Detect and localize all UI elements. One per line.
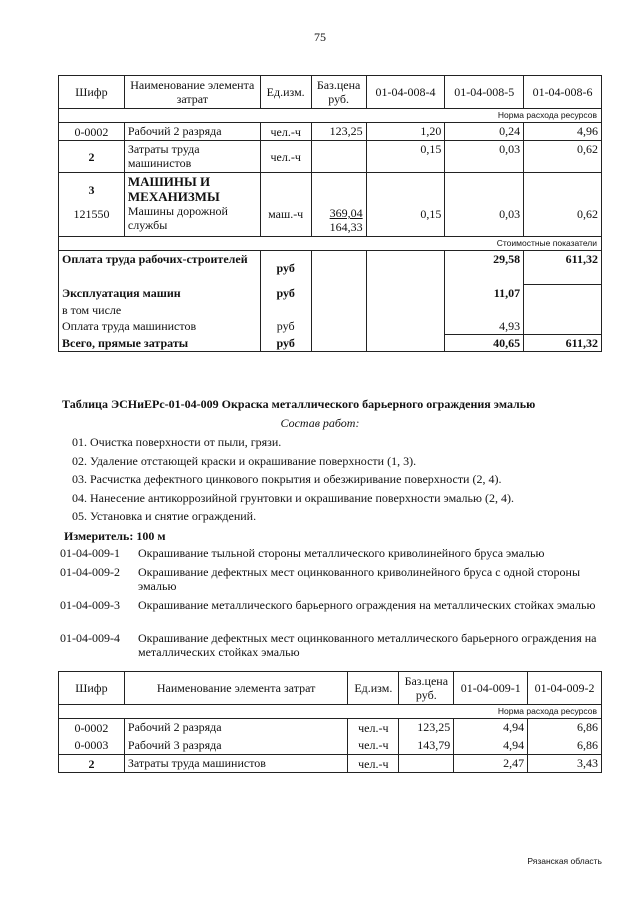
cost-label: Стоимостные показатели [59,237,602,251]
machine-value-3: 0,62 [524,173,602,237]
cost-unit: руб [260,335,311,352]
resource-table-2 [58,671,602,773]
header-unit: Ед.изм. [260,76,311,109]
norm-item [60,631,600,659]
cost-value-2 [445,302,524,318]
table-row [59,755,602,773]
row-price: 123,25 [399,719,454,737]
page-number: 75 [314,30,326,44]
header-code: Шифр [59,672,125,705]
row-name: Затраты труда машинистов [124,141,260,173]
row-name: Рабочий 3 разряда [124,737,347,755]
table-row-machines [59,173,602,237]
machine-name: Машины дорожной службы [127,204,228,232]
cost-unit: руб [260,251,311,285]
norm-label: Норма расхода ресурсов [59,705,602,719]
norm-label: Норма расхода ресурсов [59,109,602,123]
cost-value-3: 611,32 [524,251,602,285]
row-name: Затраты труда машинистов [124,755,347,773]
cost-value-1 [366,285,445,302]
norm-item [60,598,600,612]
header-name: Наименование элемента затрат [124,672,347,705]
cost-unit: руб [260,285,311,302]
cost-value-1 [366,335,445,352]
cost-name: в том числе [59,302,261,318]
machine-value-1: 0,15 [366,173,445,237]
norm-item-text: Окрашивание дефектных мест оцинкованного криволинейного бруса с одной стороны эмалью [138,565,581,593]
cost-value-3 [524,318,602,335]
table-row [59,737,602,755]
row-price [311,141,366,173]
header-col-2: 01-04-009-2 [528,672,602,705]
cost-name: Эксплуатация машин [59,285,261,302]
cost-value-1 [366,251,445,285]
machine-price-top: 369,04 [329,206,363,220]
row-value-1: 0,15 [366,141,445,173]
header-unit: Ед.изм. [348,672,399,705]
row-price: 143,79 [399,737,454,755]
work-item: 01. Очистка поверхности от пыли, грязи. [72,435,282,449]
row-value-2: 0,24 [445,123,524,141]
cost-value-3 [524,285,602,302]
table-row [59,141,602,173]
measure-unit: Измеритель: 100 м [64,529,166,543]
machine-code: 121550 [73,207,110,221]
machine-unit: маш.-ч [260,173,311,237]
cost-name: Всего, прямые затраты [59,335,261,352]
cost-unit [260,302,311,318]
work-list [72,435,514,528]
row-value-3: 4,96 [524,123,602,141]
row-price: 123,25 [311,123,366,141]
norm-item-code: 01-04-009-2 [60,565,120,579]
table-row [59,123,602,141]
header-col-1: 01-04-009-1 [454,672,528,705]
row-unit: чел.-ч [348,719,399,737]
row-name: Рабочий 2 разряда [124,123,260,141]
row-value-1: 4,94 [454,719,528,737]
row-unit: чел.-ч [348,755,399,773]
norm-item-code: 01-04-009-1 [60,546,120,560]
norm-item-text: Окрашивание тыльной стороны металлического криволинейного бруса эмалью [138,546,545,560]
header-name: Наименование элемента затрат [124,76,260,109]
header-col-2: 01-04-008-5 [445,76,524,109]
row-code: 0-0003 [59,737,125,755]
work-item: 02. Удаление отстающей краски и окрашивание поверхности (1, 3). [72,453,417,468]
cost-label-row [59,237,602,251]
work-item: 05. Установка и снятие ограждений. [72,509,257,523]
norm-item [60,546,600,560]
cost-value-3 [524,302,602,318]
cost-value-1 [366,318,445,335]
row-name: Рабочий 2 разряда [124,719,347,737]
resource-table-1 [58,75,602,352]
norm-label-row [59,705,602,719]
row-value-1: 4,94 [454,737,528,755]
row-value-2: 6,86 [528,737,602,755]
cost-value-2: 29,58 [445,251,524,285]
cost-value-3: 611,32 [524,335,602,352]
table-row [59,719,602,737]
norm-item-code: 01-04-009-3 [60,598,120,612]
norm-label-row [59,109,602,123]
cost-value-2: 4,93 [445,318,524,335]
row-value-2: 3,43 [528,755,602,773]
header-price: Баз.цена руб. [399,672,454,705]
row-price [399,755,454,773]
machine-value-2: 0,03 [445,173,524,237]
table-header-row [59,672,602,705]
table-title: Таблица ЭСНиЕРс-01-04-009 Окраска металлического барьерного ограждения эмалью [62,397,536,411]
row-code: 0-0002 [59,719,125,737]
row-value-2: 0,03 [445,141,524,173]
section-title: МАШИНЫ И МЕХАНИЗМЫ [127,174,220,204]
cost-value-2: 11,07 [445,285,524,302]
row-value-3: 0,62 [524,141,602,173]
row-code: 2 [59,141,125,173]
header-code: Шифр [59,76,125,109]
row-code: 2 [59,755,125,773]
cost-value-2: 40,65 [445,335,524,352]
row-unit: чел.-ч [348,737,399,755]
table-header-row [59,76,602,109]
work-item: 03. Расчистка дефектного цинкового покрытия и обезжиривание поверхности (2, 4). [72,472,502,486]
cost-row [59,302,602,318]
header-col-3: 01-04-008-6 [524,76,602,109]
row-unit: чел.-ч [260,123,311,141]
header-col-1: 01-04-008-4 [366,76,445,109]
section-code: 3 [88,183,95,197]
footer-region: Рязанская область [527,856,602,866]
norm-item [60,565,600,593]
cost-row [59,285,602,302]
row-unit: чел.-ч [260,141,311,173]
work-composition-heading: Состав работ: [280,416,360,430]
cost-unit: руб [260,318,311,335]
cost-name: Оплата труда машинистов [59,318,261,335]
cost-name: Оплата труда рабочих-строителей [59,251,261,285]
cost-row-total [59,335,602,352]
row-value-1: 1,20 [366,123,445,141]
machine-price-bottom: 164,33 [329,220,363,234]
norm-item-text: Окрашивание дефектных мест оцинкованного металлического барьерного ограждения на металлических стойках эмалью [138,631,597,659]
row-code: 0-0002 [59,123,125,141]
norm-item-text: Окрашивание металлического барьерного ограждения на металлических стойках эмалью [138,598,596,612]
norm-item-code: 01-04-009-4 [60,631,120,645]
cost-row [59,318,602,335]
row-value-1: 2,47 [454,755,528,773]
header-price: Баз.цена руб. [311,76,366,109]
row-value-2: 6,86 [528,719,602,737]
cost-row [59,251,602,285]
cost-value-1 [366,302,445,318]
work-item: 04. Нанесение антикоррозийной грунтовки и окрашивание поверхности эмалью (2, 4). [72,490,514,505]
